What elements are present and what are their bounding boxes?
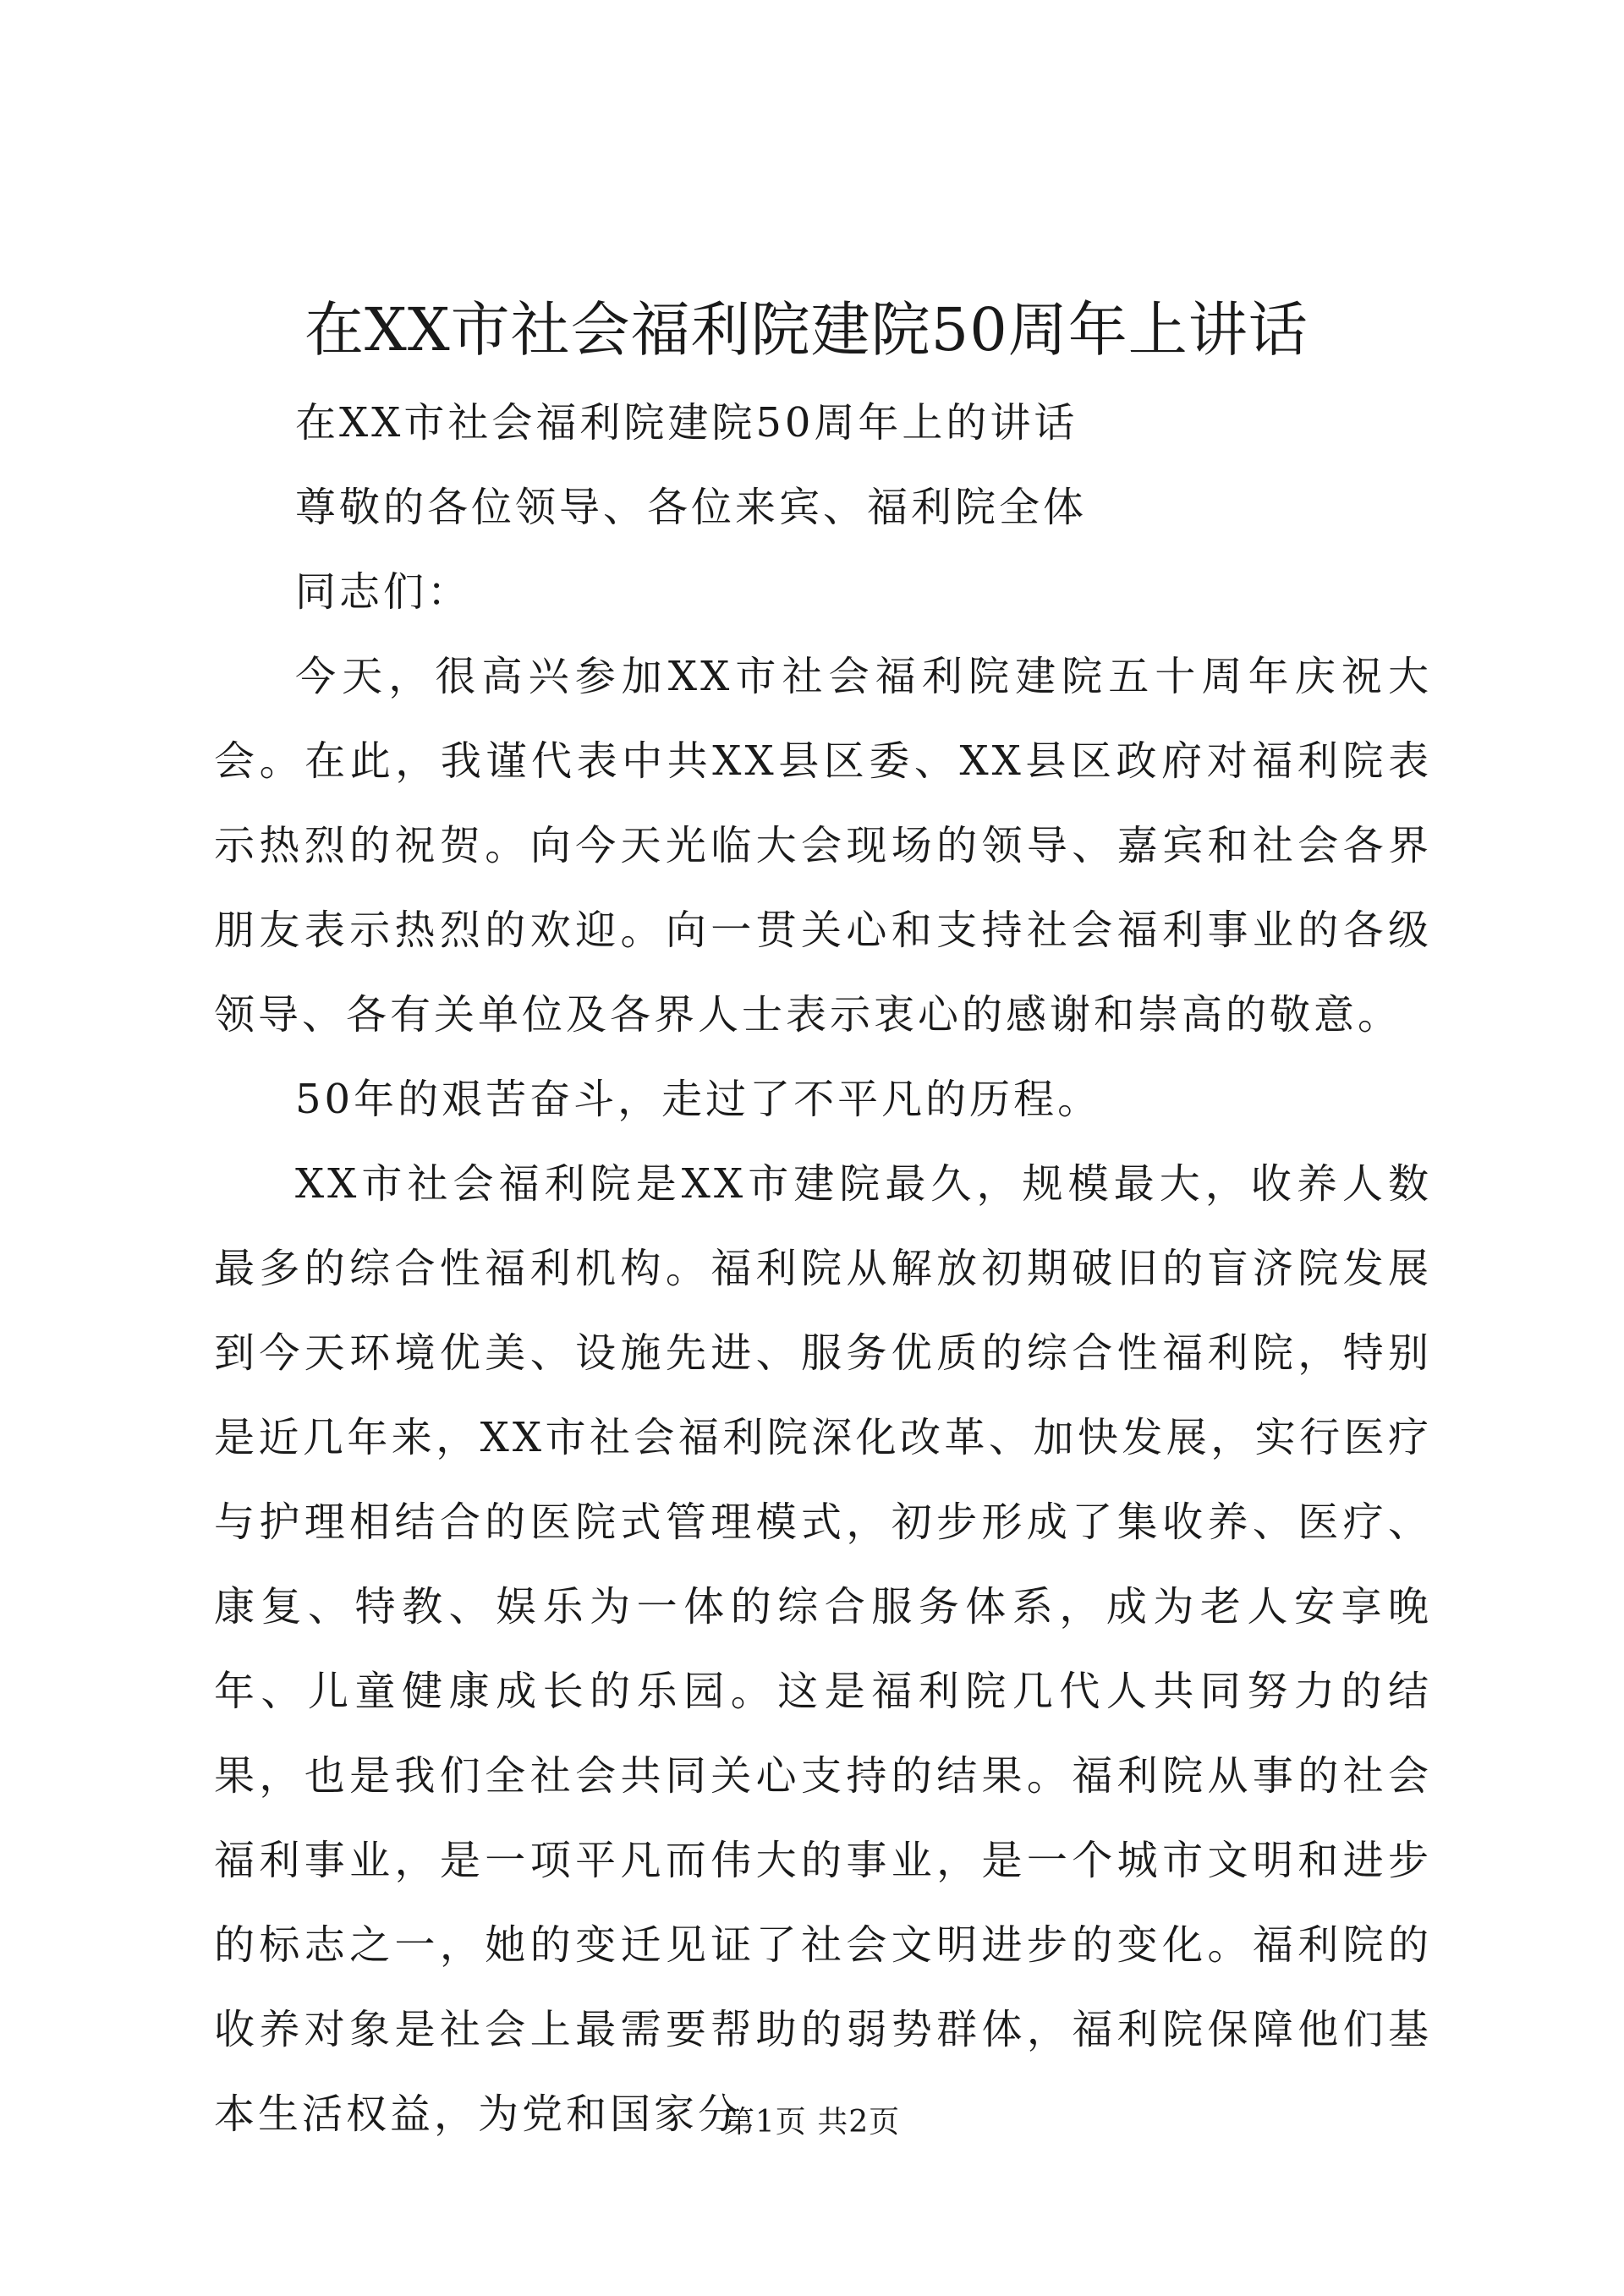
salutation-continuation: 同志们： <box>295 568 472 616</box>
paragraph-fifty-years: 50年的艰苦奋斗，走过了不平凡的历程。 <box>295 1076 1102 1123</box>
salutation-line: 尊敬的各位领导、各位来宾、福利院全体 <box>295 484 1088 531</box>
paragraph-opening: 今天，很高兴参加XX市社会福利院建院五十周年庆祝大会。在此，我谨代表中共XX县区委、XX县区政府对福利院表示热烈的祝贺。向今天光临大会现场的领导、嘉宾和社会各界朋友表示热烈的欢迎。向一贯关心和支持社会福利事业的各级领导、各有关单位及各界人士表示衷心的感谢和崇高的敬意。 <box>214 653 1432 1038</box>
page-number: 第1页 共2页 <box>723 2105 901 2140</box>
document-body <box>214 381 1432 2156</box>
document-title: 在XX市社会福利院建院50周年上讲话 <box>304 295 1309 364</box>
speech-heading: 在XX市社会福利院建院50周年上的讲话 <box>295 399 1078 447</box>
paragraph-welfare-institute: XX市社会福利院是XX市建院最久，规模最大，收养人数最多的综合性福利机构。福利院从解放初期破旧的盲济院发展到今天环境优美、设施先进、服务优质的综合性福利院，特别是近几年来，XX市社会福利院深化改革、加快发展，实行医疗与护理相结合的医院式管理模式，初步形成了集收养、医疗、康复、特教、娱乐为一体的综合服务体系，成为老人安享晚年、儿童健康成长的乐园。这是福利院几代人共同努力的结果，也是我们全社会共同关心支持的结果。福利院从事的社会福利事业，是一项平凡而伟大的事业，是一个城市文明和进步的标志之一，她的变迁见证了社会文明进步的变化。福利院的收养对象是社会上最需要帮助的弱势群体，福利院保障他们基本生活权益，为党和国家分 <box>214 1160 1432 2138</box>
